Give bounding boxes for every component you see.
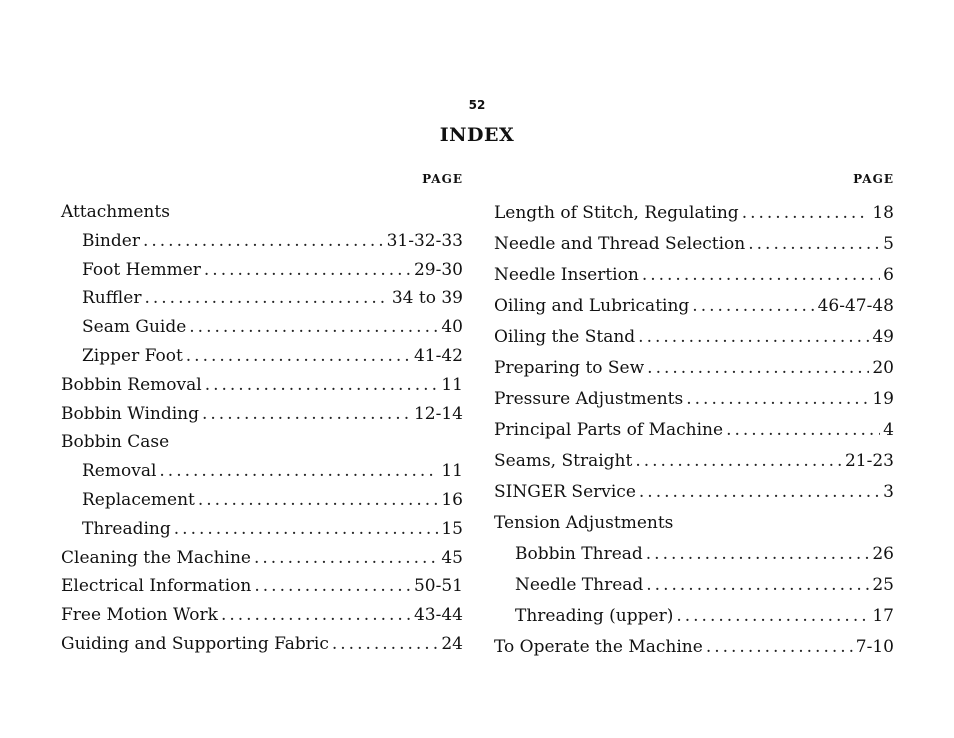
dot-leader bbox=[726, 415, 880, 446]
entry-label: Seams, Straight bbox=[494, 451, 633, 471]
entry-page: 5 bbox=[883, 234, 894, 254]
index-entry bbox=[61, 544, 463, 573]
entry-label: Oiling and Lubricating bbox=[494, 296, 690, 316]
index-subentry bbox=[61, 486, 463, 515]
dot-leader bbox=[254, 572, 411, 601]
dot-leader bbox=[638, 322, 869, 353]
entry-page: 46-47-48 bbox=[817, 296, 894, 316]
entry-label: Bobbin Case bbox=[61, 432, 170, 453]
entry-label: Removal bbox=[82, 461, 157, 482]
entry-label: Tension Adjustments bbox=[494, 513, 674, 533]
entry-label: SINGER Service bbox=[494, 482, 636, 502]
entry-label: Zipper Foot bbox=[82, 345, 183, 366]
entry-label: Electrical Information bbox=[61, 576, 252, 597]
index-subentry bbox=[494, 539, 894, 570]
entry-page: 29-30 bbox=[413, 259, 463, 280]
entry-page: 11 bbox=[441, 374, 463, 395]
entry-page: 6 bbox=[883, 265, 894, 285]
entry-page: 12-14 bbox=[413, 403, 463, 424]
entry-page: 34 to 39 bbox=[391, 288, 463, 309]
entry-label: Needle Insertion bbox=[494, 265, 639, 285]
dot-leader bbox=[205, 371, 439, 400]
entry-label: Binder bbox=[82, 230, 140, 251]
index-column-left bbox=[61, 172, 463, 659]
index-entry bbox=[494, 632, 894, 663]
entry-label: Replacement bbox=[82, 489, 195, 510]
page-title: INDEX bbox=[439, 124, 515, 146]
dot-leader bbox=[642, 260, 880, 291]
entry-page: 15 bbox=[441, 518, 463, 539]
entry-label: Bobbin Removal bbox=[61, 374, 202, 395]
dot-leader bbox=[332, 630, 439, 659]
index-entry bbox=[494, 508, 894, 539]
index-subentry bbox=[61, 313, 463, 342]
index-entry bbox=[494, 198, 894, 229]
entry-label: Needle Thread bbox=[515, 575, 644, 595]
entry-page: 4 bbox=[883, 420, 894, 440]
entry-label: Foot Hemmer bbox=[82, 259, 201, 280]
index-entry bbox=[494, 477, 894, 508]
index-entry bbox=[494, 260, 894, 291]
entry-label: To Operate the Machine bbox=[494, 637, 703, 657]
dot-leader bbox=[639, 477, 880, 508]
index-subentry bbox=[61, 457, 463, 486]
index-entry bbox=[494, 291, 894, 322]
entry-label: Attachments bbox=[61, 202, 170, 222]
entry-page: 20 bbox=[872, 358, 894, 378]
index-entry bbox=[61, 601, 463, 630]
entry-page: 16 bbox=[441, 489, 463, 510]
entry-page: 11 bbox=[441, 461, 463, 482]
dot-leader bbox=[647, 353, 869, 384]
dot-leader bbox=[159, 457, 438, 486]
entry-page: 25 bbox=[872, 575, 894, 595]
column-header: PAGE bbox=[853, 172, 894, 186]
index-entry bbox=[494, 446, 894, 477]
dot-leader bbox=[144, 284, 388, 313]
entry-label: Pressure Adjustments bbox=[494, 389, 684, 409]
dot-leader bbox=[221, 601, 411, 630]
dot-leader bbox=[189, 313, 438, 342]
entry-page: 40 bbox=[441, 317, 463, 338]
dot-leader bbox=[174, 515, 439, 544]
index-column-right bbox=[494, 172, 894, 663]
index-subentry bbox=[494, 601, 894, 632]
index-entry bbox=[494, 322, 894, 353]
index-entry bbox=[61, 400, 463, 429]
index-subentry bbox=[61, 284, 463, 313]
entry-page: 21-23 bbox=[844, 451, 894, 471]
dot-leader bbox=[143, 227, 384, 256]
dot-leader bbox=[198, 486, 439, 515]
entry-page: 17 bbox=[872, 606, 894, 626]
entry-label: Oiling the Stand bbox=[494, 327, 636, 347]
dot-leader bbox=[646, 539, 870, 570]
index-entry bbox=[494, 415, 894, 446]
index-subentry bbox=[61, 515, 463, 544]
entry-label: Principal Parts of Machine bbox=[494, 420, 724, 440]
dot-leader bbox=[748, 229, 880, 260]
entry-label: Seam Guide bbox=[82, 317, 187, 338]
entry-page: 43-44 bbox=[413, 605, 463, 626]
entry-label: Cleaning the Machine bbox=[61, 547, 251, 568]
entry-label: Guiding and Supporting Fabric bbox=[61, 633, 329, 654]
entry-label: Preparing to Sew bbox=[494, 358, 645, 378]
dot-leader bbox=[742, 198, 870, 229]
index-subentry bbox=[61, 256, 463, 285]
entry-page: 26 bbox=[872, 544, 894, 564]
page-number: 52 bbox=[468, 98, 486, 112]
dot-leader bbox=[706, 632, 853, 663]
entry-label: Threading bbox=[82, 518, 171, 539]
dot-leader bbox=[635, 446, 842, 477]
entry-page: 31-32-33 bbox=[386, 230, 463, 251]
index-entry bbox=[494, 353, 894, 384]
dot-leader bbox=[686, 384, 869, 415]
entry-page: 45 bbox=[441, 547, 463, 568]
entry-page: 19 bbox=[872, 389, 894, 409]
dot-leader bbox=[676, 601, 869, 632]
entry-page: 7-10 bbox=[855, 637, 894, 657]
index-subentry bbox=[61, 227, 463, 256]
index-entry bbox=[61, 198, 463, 227]
dot-leader bbox=[692, 291, 814, 322]
entry-label: Needle and Thread Selection bbox=[494, 234, 746, 254]
entry-page: 3 bbox=[883, 482, 894, 502]
entry-page: 50-51 bbox=[413, 576, 463, 597]
entry-page: 18 bbox=[872, 203, 894, 223]
entry-label: Threading (upper) bbox=[515, 606, 674, 626]
dot-leader bbox=[186, 342, 411, 371]
entry-label: Bobbin Thread bbox=[515, 544, 643, 564]
index-entry bbox=[61, 630, 463, 659]
entry-label: Bobbin Winding bbox=[61, 403, 199, 424]
dot-leader bbox=[254, 544, 438, 573]
index-entry bbox=[61, 371, 463, 400]
index-entry bbox=[61, 572, 463, 601]
entry-page: 49 bbox=[872, 327, 894, 347]
entry-label: Free Motion Work bbox=[61, 605, 218, 626]
entry-label: Length of Stitch, Regulating bbox=[494, 203, 739, 223]
index-subentry bbox=[61, 342, 463, 371]
index-subentry bbox=[494, 570, 894, 601]
entry-page: 41-42 bbox=[413, 345, 463, 366]
entry-page: 24 bbox=[441, 633, 463, 654]
dot-leader bbox=[204, 256, 411, 285]
index-entry bbox=[494, 384, 894, 415]
index-entry bbox=[61, 428, 463, 457]
column-header: PAGE bbox=[422, 172, 463, 186]
entry-label: Ruffler bbox=[82, 288, 142, 309]
index-entry bbox=[494, 229, 894, 260]
dot-leader bbox=[202, 400, 411, 429]
dot-leader bbox=[646, 570, 869, 601]
